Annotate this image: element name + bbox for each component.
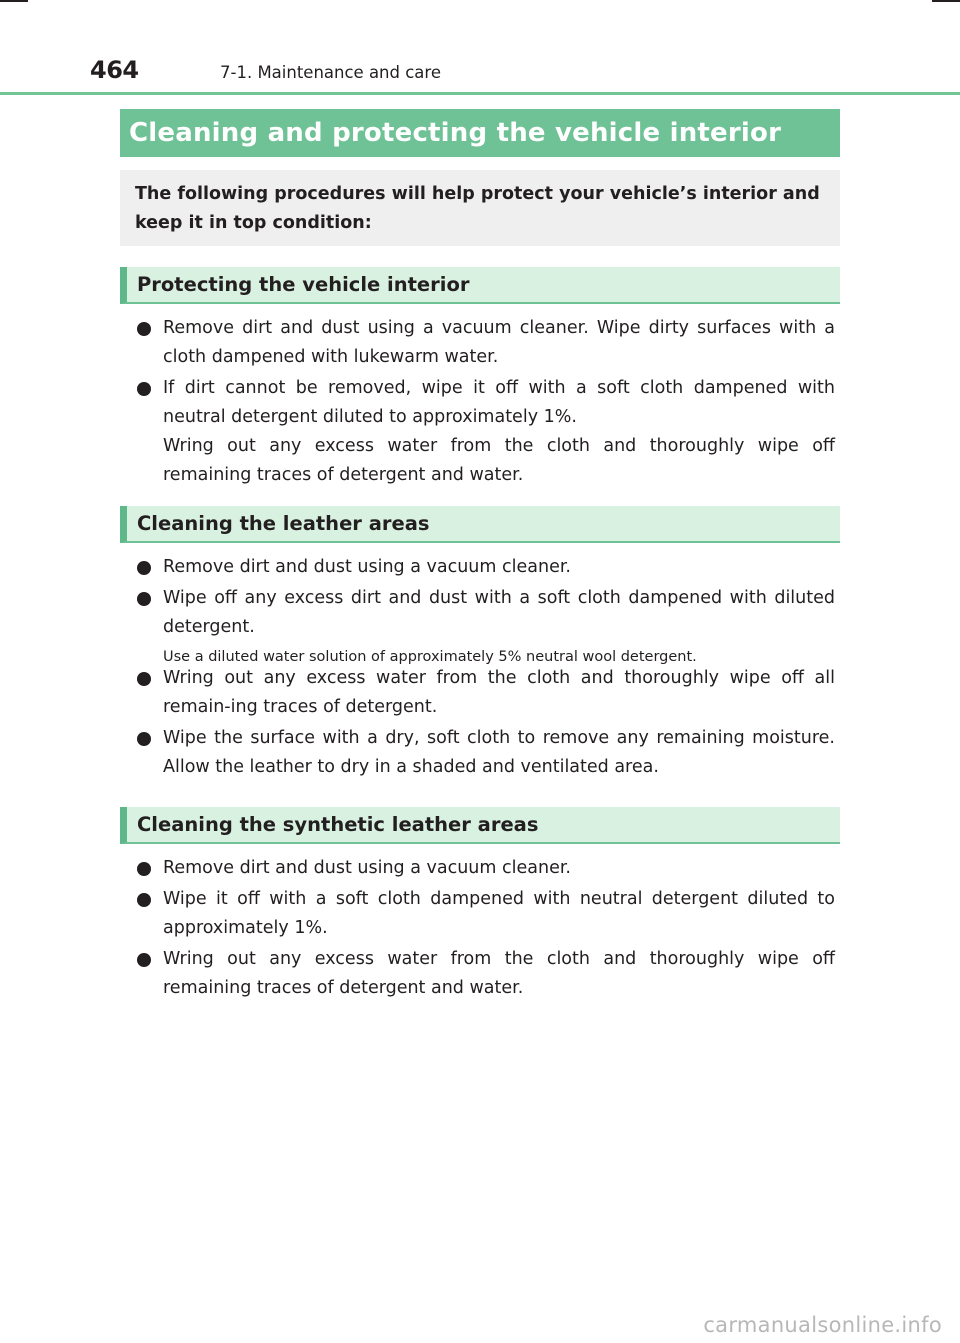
bullet-icon: [137, 592, 151, 606]
list-item-text: Wipe the surface with a dry, soft cloth to remove any remaining moisture. Allow the leather to dry in a shaded and ventilated area.: [163, 728, 835, 777]
watermark: carmanualsonline.info: [703, 1313, 942, 1337]
page-title: Cleaning and protecting the vehicle interior: [129, 118, 782, 148]
list-item-text: Remove dirt and dust using a vacuum cleaner. Wipe dirty surfaces with a cloth dampened with lukewarm water.: [163, 318, 835, 367]
list-item: [136, 945, 835, 1003]
chapter-title: 7-1. Maintenance and care: [220, 63, 441, 82]
crop-mark-left: [0, 0, 28, 2]
intro-text: The following procedures will help protect your vehicle’s interior and keep it in top condition:: [135, 184, 820, 233]
page-number: 464: [90, 56, 139, 84]
list-item: [136, 553, 835, 582]
list-item-text: Wipe it off with a soft cloth dampened with neutral detergent diluted to approximately 1%.: [163, 889, 835, 938]
list-item: [136, 314, 835, 372]
header-rule: [0, 92, 960, 95]
section-heading-leather: [120, 506, 840, 543]
list-item-text: If dirt cannot be removed, wipe it off with a soft cloth dampened with neutral detergent diluted to approximately 1%.: [163, 378, 835, 427]
list-item-text: Wipe off any excess dirt and dust with a soft cloth dampened with diluted detergent.: [163, 588, 835, 637]
section-heading-text: Cleaning the synthetic leather areas: [137, 813, 539, 836]
section-heading-protecting: [120, 267, 840, 304]
bullet-icon: [137, 382, 151, 396]
list-item-text: Wring out any excess water from the cloth and thoroughly wipe off remaining traces of detergent and water.: [163, 949, 835, 998]
bullet-list-synthetic-leather: [136, 854, 835, 1003]
bullet-icon: [137, 672, 151, 686]
list-item: [136, 854, 835, 883]
page-header: [88, 56, 848, 86]
bullet-icon: [137, 953, 151, 967]
bullet-icon: [137, 322, 151, 336]
list-item: [136, 374, 835, 490]
list-item-text: Wring out any excess water from the cloth and thoroughly wipe off all remain-ing traces of detergent.: [163, 668, 835, 717]
crop-mark-right: [932, 0, 960, 2]
section-heading-text: Cleaning the leather areas: [137, 512, 430, 535]
bullet-list-protecting: [136, 314, 835, 490]
list-item-text: Wring out any excess water from the cloth and thoroughly wipe off remaining traces of detergent and water.: [163, 436, 835, 485]
list-item: [136, 724, 835, 782]
bullet-icon: [137, 561, 151, 575]
list-item-text: Remove dirt and dust using a vacuum cleaner.: [163, 858, 571, 878]
bullet-icon: [137, 862, 151, 876]
bullet-icon: [137, 893, 151, 907]
list-item-note: Use a diluted water solution of approximately 5% neutral wool detergent.: [163, 649, 697, 665]
section-heading-synthetic-leather: [120, 807, 840, 844]
list-item: [136, 885, 835, 943]
section-heading-text: Protecting the vehicle interior: [137, 273, 470, 296]
list-item-text: Remove dirt and dust using a vacuum cleaner.: [163, 557, 571, 577]
bullet-list-leather: [136, 553, 835, 782]
bullet-icon: [137, 732, 151, 746]
list-item: [136, 584, 835, 668]
page-title-bar: [120, 109, 840, 157]
intro-box: [120, 170, 840, 246]
list-item: [136, 664, 835, 722]
